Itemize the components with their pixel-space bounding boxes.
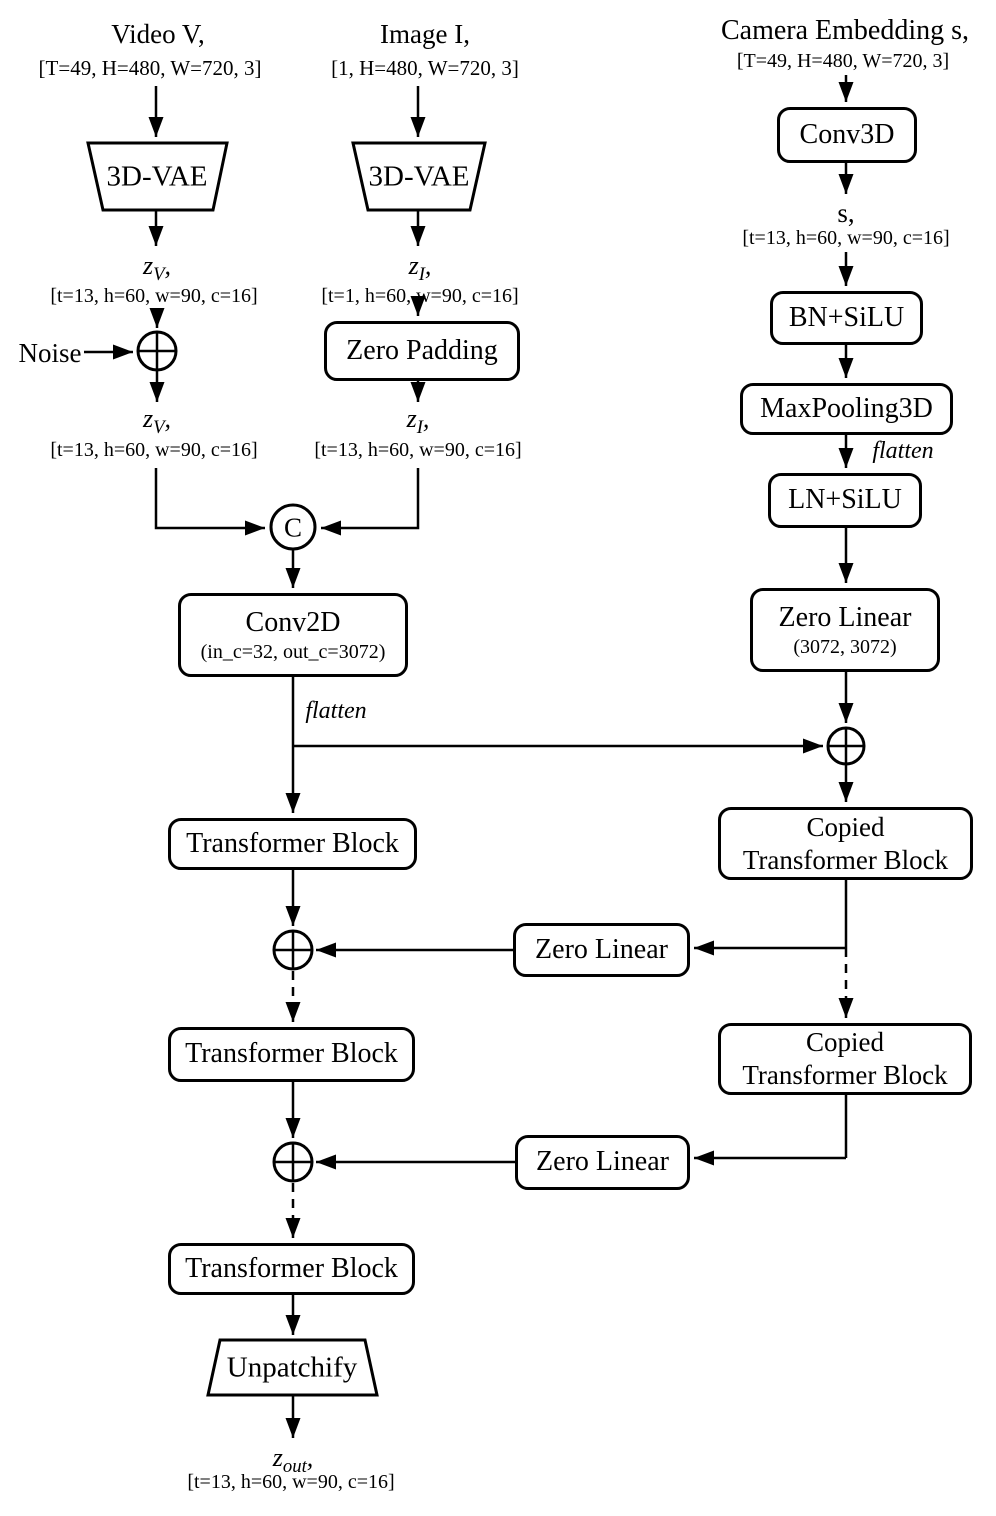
conv2d-params: (in_c=32, out_c=3072) (200, 640, 386, 663)
transformer-block-3-label: Transformer Block (185, 1252, 398, 1284)
conv2d-box (178, 593, 408, 677)
copied-tb2-line2: Transformer Block (742, 1060, 948, 1090)
bn-silu-label: BN+SiLU (788, 301, 905, 333)
zv1-label: $z_V$, (142, 251, 172, 286)
image-shape: [1, H=480, W=720, 3] (331, 56, 519, 80)
camera-add-icon (828, 728, 864, 764)
zv2-shape: [t=13, h=60, w=90, c=16] (50, 439, 258, 461)
conv3d-label: Conv3D (799, 118, 895, 150)
zi2-label: $z_I$, (406, 404, 430, 439)
zero-linear-2-box (515, 1135, 690, 1190)
zero-linear-1-label: Zero Linear (535, 933, 668, 965)
maxpooling3d-label: MaxPooling3D (760, 392, 933, 424)
flatten-left-label: flatten (305, 698, 367, 724)
bn-silu-box (770, 291, 923, 345)
video-title: Video V, (111, 19, 205, 49)
zero-padding-label: Zero Padding (346, 334, 498, 366)
zi1-shape: [t=1, h=60, w=90, c=16] (321, 285, 519, 307)
transformer-block-2 (168, 1027, 415, 1082)
maxpooling3d-box (740, 383, 953, 435)
zero-padding-box (324, 321, 520, 381)
zout-shape: [t=13, h=60, w=90, c=16] (187, 1471, 395, 1493)
vae-video-label: 3D-VAE (106, 160, 208, 193)
transformer-block-1 (168, 818, 417, 870)
vae-image-label: 3D-VAE (368, 160, 470, 193)
zero-linear-3072-box (750, 588, 940, 672)
zero-linear-2-label: Zero Linear (536, 1146, 669, 1178)
flatten-right-label: flatten (872, 438, 934, 464)
zv2-label: $z_V$, (142, 404, 172, 439)
camera-shape: [T=49, H=480, W=720, 3] (736, 50, 950, 72)
camera-title: Camera Embedding s, (720, 15, 970, 46)
zero-linear-3072-label: Zero Linear (778, 602, 912, 634)
zi1-label: $z_I$, (408, 251, 432, 286)
copied-tb2-line1: Copied (806, 1027, 884, 1058)
s-shape: [t=13, h=60, w=90, c=16] (742, 227, 950, 249)
video-shape: [T=49, H=480, W=720, 3] (38, 56, 262, 80)
residual-add2-icon (274, 1143, 312, 1181)
arrow-zi2-to-concat (321, 468, 418, 528)
noise-label: Noise (18, 338, 82, 368)
conv3d-box (777, 107, 917, 163)
copied-tb1-line1: Copied (806, 811, 885, 842)
transformer-block-2-label: Transformer Block (185, 1038, 398, 1070)
image-title: Image I, (380, 19, 470, 49)
copied-transformer-block-2 (718, 1023, 972, 1095)
zero-linear-1-box (513, 923, 690, 977)
conv2d-label: Conv2D (245, 607, 341, 639)
noise-add-icon (138, 332, 176, 370)
copied-transformer-block-1 (718, 807, 973, 880)
transformer-block-1-label: Transformer Block (186, 827, 399, 859)
arrow-zv2-to-concat (156, 468, 265, 528)
residual-add1-icon (274, 931, 312, 969)
zi2-shape: [t=13, h=60, w=90, c=16] (314, 439, 522, 461)
s-label: s, (837, 198, 855, 228)
transformer-block-3 (168, 1243, 415, 1295)
unpatchify-label: Unpatchify (226, 1351, 358, 1384)
zout-label: $z_{out}$, (272, 1443, 314, 1478)
zv1-shape: [t=13, h=60, w=90, c=16] (50, 285, 258, 307)
zero-linear-3072-params: (3072, 3072) (793, 635, 897, 658)
ln-silu-box (768, 473, 922, 528)
concat-label: C (283, 512, 303, 543)
ln-silu-label: LN+SiLU (788, 484, 902, 516)
copied-tb1-line2: Transformer Block (742, 844, 949, 875)
